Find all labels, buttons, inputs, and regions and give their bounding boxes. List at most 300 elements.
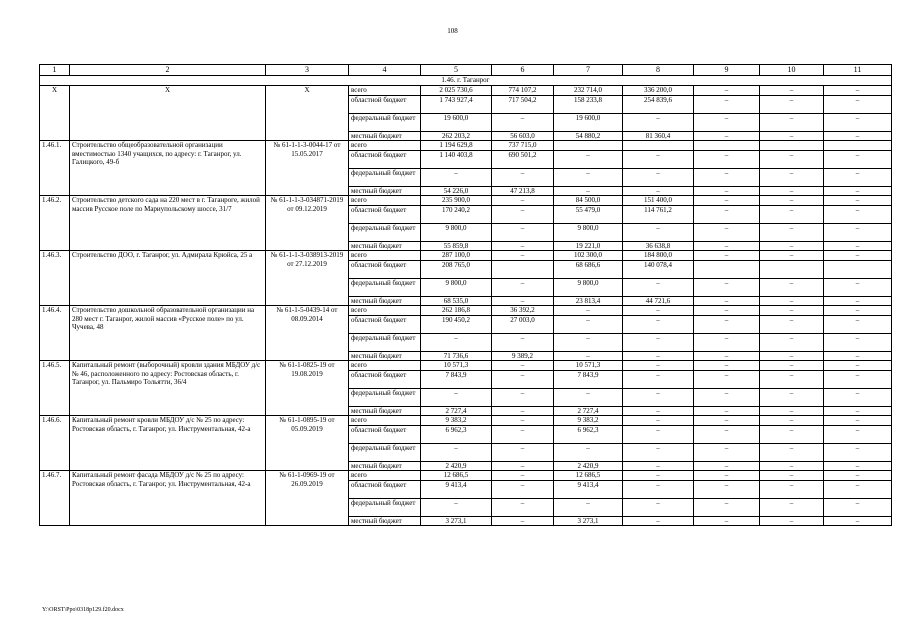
amount-cell: –	[554, 168, 623, 186]
table-row	[40, 361, 892, 371]
amount-cell: –	[760, 480, 824, 498]
amount-cell: –	[492, 388, 554, 406]
total-marker-cell: Х	[266, 86, 349, 141]
amount-cell: –	[824, 471, 892, 481]
amount-cell: –	[694, 241, 760, 251]
object-code: 1.46.3.	[40, 251, 70, 306]
amount-cell: –	[760, 406, 824, 416]
amount-cell: 1 194 629,8	[421, 141, 492, 151]
amount-cell: –	[492, 443, 554, 461]
expertise-document: № 61-1-0895-19 от 05.09.2019	[266, 416, 349, 471]
amount-cell: –	[760, 150, 824, 168]
amount-cell	[760, 260, 824, 278]
expertise-document: № 61-1-0825-19 от 19.08.2019	[266, 361, 349, 416]
footer-file-path: Y:\ORST\Ppo\0318p129.f20.docx	[42, 607, 124, 613]
amount-cell	[492, 260, 554, 278]
funding-source-label: местный бюджет	[349, 186, 421, 196]
table-row	[40, 471, 892, 481]
funding-source-label: местный бюджет	[349, 406, 421, 416]
funding-source-label: местный бюджет	[349, 131, 421, 141]
amount-cell: 2 025 730,6	[421, 86, 492, 96]
object-code: 1.46.1.	[40, 141, 70, 196]
amount-cell: –	[492, 498, 554, 516]
expertise-document: № 61-1-5-0439-14 от 08.09.2014	[266, 306, 349, 361]
object-name: Строительство дошкольной образовательной организации на 280 мест г. Таганрог, жилой массив «Русское поле» по ул. Чучева, 48	[70, 306, 266, 361]
amount-cell: –	[694, 251, 760, 261]
amount-cell: –	[694, 113, 760, 131]
amount-cell: –	[623, 306, 694, 316]
column-number-cell: 10	[760, 65, 824, 76]
amount-cell: 19 600,0	[554, 113, 623, 131]
amount-cell	[554, 141, 623, 151]
amount-cell: –	[694, 516, 760, 526]
amount-cell: –	[694, 498, 760, 516]
amount-cell: 9 383,2	[421, 416, 492, 426]
amount-cell: –	[824, 113, 892, 131]
table-row	[40, 251, 892, 261]
amount-cell: 12 686,5	[421, 471, 492, 481]
amount-cell: –	[824, 425, 892, 443]
amount-cell: 7 843,9	[554, 370, 623, 388]
funding-source-label: федеральный бюджет	[349, 168, 421, 186]
amount-cell: –	[554, 333, 623, 351]
funding-source-label: федеральный бюджет	[349, 388, 421, 406]
amount-cell: –	[760, 388, 824, 406]
amount-cell: –	[824, 461, 892, 471]
amount-cell: –	[492, 461, 554, 471]
amount-cell: –	[760, 315, 824, 333]
amount-cell: –	[694, 461, 760, 471]
amount-cell: –	[623, 186, 694, 196]
amount-cell: –	[421, 168, 492, 186]
amount-cell: –	[492, 278, 554, 296]
amount-cell: –	[760, 113, 824, 131]
object-name: Строительство ДОО, г. Таганрог, ул. Адмирала Крюйса, 25 а	[70, 251, 266, 306]
amount-cell: 9 800,0	[421, 223, 492, 241]
amount-cell: 27 003,0	[492, 315, 554, 333]
amount-cell: –	[694, 361, 760, 371]
amount-cell: –	[492, 361, 554, 371]
amount-cell: 68 535,0	[421, 296, 492, 306]
funding-source-label: федеральный бюджет	[349, 333, 421, 351]
column-number-row	[40, 65, 892, 76]
amount-cell: –	[492, 406, 554, 416]
funding-source-label: всего	[349, 361, 421, 371]
amount-cell: 151 400,0	[623, 196, 694, 206]
amount-cell: 287 100,0	[421, 251, 492, 261]
amount-cell: –	[760, 196, 824, 206]
funding-source-label: местный бюджет	[349, 296, 421, 306]
amount-cell: 68 686,6	[554, 260, 623, 278]
amount-cell: –	[694, 278, 760, 296]
amount-cell: 7 843,9	[421, 370, 492, 388]
amount-cell: 36 638,8	[623, 241, 694, 251]
funding-source-label: областной бюджет	[349, 315, 421, 333]
amount-cell: –	[824, 131, 892, 141]
table-row	[40, 86, 892, 96]
amount-cell: 717 504,2	[492, 95, 554, 113]
amount-cell: 36 392,2	[492, 306, 554, 316]
amount-cell: –	[554, 388, 623, 406]
funding-source-label: федеральный бюджет	[349, 278, 421, 296]
funding-source-label: всего	[349, 251, 421, 261]
amount-cell: –	[760, 251, 824, 261]
amount-cell: 262 186,8	[421, 306, 492, 316]
amount-cell: –	[824, 351, 892, 361]
funding-source-label: местный бюджет	[349, 461, 421, 471]
amount-cell: 47 213,8	[492, 186, 554, 196]
page-number: 108	[447, 27, 458, 35]
amount-cell: –	[760, 333, 824, 351]
amount-cell: –	[760, 205, 824, 223]
amount-cell: 1 140 403,8	[421, 150, 492, 168]
amount-cell: –	[824, 416, 892, 426]
amount-cell: –	[421, 443, 492, 461]
amount-cell: –	[824, 205, 892, 223]
amount-cell: –	[623, 370, 694, 388]
amount-cell: 23 813,4	[554, 296, 623, 306]
amount-cell: –	[760, 186, 824, 196]
amount-cell: 170 240,2	[421, 205, 492, 223]
section-title-row	[40, 76, 892, 86]
expertise-document: № 61-1-0969-19 от 26.09.2019	[266, 471, 349, 526]
amount-cell: 254 839,6	[623, 95, 694, 113]
amount-cell: 158 233,8	[554, 95, 623, 113]
amount-cell: –	[824, 480, 892, 498]
amount-cell: –	[694, 150, 760, 168]
funding-source-label: всего	[349, 86, 421, 96]
amount-cell: –	[824, 388, 892, 406]
amount-cell: –	[760, 306, 824, 316]
amount-cell: –	[492, 516, 554, 526]
amount-cell: –	[824, 370, 892, 388]
amount-cell: 19 600,0	[421, 113, 492, 131]
amount-cell: –	[623, 416, 694, 426]
amount-cell: 208 765,0	[421, 260, 492, 278]
amount-cell: –	[824, 251, 892, 261]
amount-cell: –	[492, 196, 554, 206]
object-name: Капитальный ремонт (выборочный) кровли здания МБДОУ д/с № 46, расположенного по адресу: Ростовская область, г. Таганрог, ул. Пальмиро Тольятти, 36/4	[70, 361, 266, 416]
amount-cell: –	[623, 498, 694, 516]
amount-cell: –	[492, 251, 554, 261]
total-marker-cell: Х	[40, 86, 70, 141]
amount-cell: 140 078,4	[623, 260, 694, 278]
amount-cell	[824, 141, 892, 151]
amount-cell: 190 450,2	[421, 315, 492, 333]
amount-cell: –	[554, 186, 623, 196]
amount-cell: –	[760, 416, 824, 426]
amount-cell: –	[623, 361, 694, 371]
table-row	[40, 141, 892, 151]
amount-cell: –	[554, 443, 623, 461]
amount-cell: –	[694, 223, 760, 241]
amount-cell: –	[623, 333, 694, 351]
amount-cell: 3 273,1	[421, 516, 492, 526]
amount-cell: –	[623, 113, 694, 131]
amount-cell	[824, 260, 892, 278]
amount-cell: –	[760, 425, 824, 443]
amount-cell: 9 800,0	[554, 223, 623, 241]
funding-source-label: федеральный бюджет	[349, 443, 421, 461]
expertise-document: № 61-1-1-3-0044-17 от 15.05.2017	[266, 141, 349, 196]
object-name: Капитальный ремонт кровли МБДОУ д/с № 25 по адресу: Ростовская область, г. Таганрог, ул. Инструментальная, 42-а	[70, 416, 266, 471]
funding-source-label: всего	[349, 416, 421, 426]
funding-source-label: областной бюджет	[349, 205, 421, 223]
amount-cell: –	[824, 315, 892, 333]
amount-cell: –	[492, 370, 554, 388]
column-number-cell: 1	[40, 65, 70, 76]
amount-cell: 6 962,3	[554, 425, 623, 443]
funding-source-label: всего	[349, 196, 421, 206]
amount-cell: –	[623, 471, 694, 481]
amount-cell: –	[760, 278, 824, 296]
amount-cell: –	[694, 443, 760, 461]
column-number-cell: 3	[266, 65, 349, 76]
object-code: 1.46.7.	[40, 471, 70, 526]
funding-source-label: областной бюджет	[349, 370, 421, 388]
object-name: Капитальный ремонт фасада МБДОУ д/с № 25 по адресу: Ростовская область, г. Таганрог, ул. Инструментальная, 42-а	[70, 471, 266, 526]
amount-cell: –	[694, 315, 760, 333]
amount-cell: –	[623, 480, 694, 498]
funding-source-label: областной бюджет	[349, 150, 421, 168]
amount-cell: –	[694, 296, 760, 306]
amount-cell: –	[824, 196, 892, 206]
amount-cell: –	[492, 471, 554, 481]
amount-cell: –	[623, 351, 694, 361]
amount-cell: –	[623, 516, 694, 526]
funding-source-label: федеральный бюджет	[349, 113, 421, 131]
amount-cell: –	[824, 150, 892, 168]
amount-cell: –	[554, 306, 623, 316]
amount-cell: –	[694, 351, 760, 361]
amount-cell: –	[623, 150, 694, 168]
amount-cell: –	[623, 278, 694, 296]
amount-cell: –	[824, 443, 892, 461]
amount-cell: –	[492, 113, 554, 131]
object-code: 1.46.6.	[40, 416, 70, 471]
table-row	[40, 306, 892, 316]
amount-cell: –	[694, 370, 760, 388]
amount-cell: –	[694, 306, 760, 316]
amount-cell: –	[760, 351, 824, 361]
column-number-cell: 2	[70, 65, 266, 76]
amount-cell: –	[554, 351, 623, 361]
amount-cell: –	[623, 406, 694, 416]
column-number-cell: 9	[694, 65, 760, 76]
amount-cell: 10 571,3	[554, 361, 623, 371]
amount-cell: –	[492, 168, 554, 186]
amount-cell: –	[492, 296, 554, 306]
object-code: 1.46.4.	[40, 306, 70, 361]
amount-cell: –	[492, 425, 554, 443]
amount-cell: –	[824, 296, 892, 306]
funding-source-label: местный бюджет	[349, 241, 421, 251]
amount-cell: –	[694, 480, 760, 498]
amount-cell: –	[824, 223, 892, 241]
amount-cell: 184 800,0	[623, 251, 694, 261]
amount-cell: 55 479,0	[554, 205, 623, 223]
amount-cell: –	[554, 150, 623, 168]
amount-cell: 1 743 927,4	[421, 95, 492, 113]
column-number-cell: 7	[554, 65, 623, 76]
amount-cell: –	[694, 95, 760, 113]
amount-cell: 114 761,2	[623, 205, 694, 223]
amount-cell: 9 413,4	[554, 480, 623, 498]
amount-cell: –	[824, 168, 892, 186]
amount-cell: –	[623, 461, 694, 471]
funding-source-label: федеральный бюджет	[349, 498, 421, 516]
amount-cell: 690 501,2	[492, 150, 554, 168]
amount-cell: –	[694, 196, 760, 206]
amount-cell: –	[623, 443, 694, 461]
amount-cell: –	[623, 315, 694, 333]
amount-cell: –	[760, 168, 824, 186]
table-row	[40, 196, 892, 206]
expertise-document: № 61-1-1-3-034871-2019 от 09.12.2019	[266, 196, 349, 251]
amount-cell: –	[492, 333, 554, 351]
amount-cell: –	[824, 95, 892, 113]
amount-cell: 3 273,1	[554, 516, 623, 526]
amount-cell: 9 413,4	[421, 480, 492, 498]
amount-cell: 9 383,2	[554, 416, 623, 426]
amount-cell: –	[760, 498, 824, 516]
amount-cell: –	[554, 315, 623, 333]
expertise-document: № 61-1-1-3-038913-2019 от 27.12.2019	[266, 251, 349, 306]
funding-table-container	[39, 64, 861, 526]
amount-cell: –	[824, 306, 892, 316]
amount-cell: –	[492, 205, 554, 223]
amount-cell: –	[694, 186, 760, 196]
amount-cell: –	[694, 131, 760, 141]
amount-cell: –	[694, 425, 760, 443]
amount-cell: 737 715,0	[492, 141, 554, 151]
amount-cell: –	[623, 388, 694, 406]
total-marker-cell: Х	[70, 86, 266, 141]
amount-cell: –	[824, 361, 892, 371]
column-number-cell: 6	[492, 65, 554, 76]
funding-source-label: областной бюджет	[349, 425, 421, 443]
amount-cell: –	[492, 241, 554, 251]
amount-cell: –	[421, 388, 492, 406]
amount-cell: –	[760, 86, 824, 96]
funding-source-label: областной бюджет	[349, 95, 421, 113]
amount-cell: –	[694, 168, 760, 186]
amount-cell: 9 389,2	[492, 351, 554, 361]
amount-cell: –	[554, 498, 623, 516]
amount-cell: 232 714,0	[554, 86, 623, 96]
amount-cell	[760, 141, 824, 151]
amount-cell: –	[760, 370, 824, 388]
table-row	[40, 416, 892, 426]
amount-cell: 55 859,8	[421, 241, 492, 251]
amount-cell: 336 200,0	[623, 86, 694, 96]
object-code: 1.46.5.	[40, 361, 70, 416]
column-number-cell: 4	[349, 65, 421, 76]
column-number-header	[40, 65, 892, 76]
amount-cell: –	[824, 406, 892, 416]
amount-cell: –	[492, 223, 554, 241]
amount-cell: 84 500,0	[554, 196, 623, 206]
amount-cell: 262 203,2	[421, 131, 492, 141]
funding-source-label: федеральный бюджет	[349, 223, 421, 241]
amount-cell: –	[824, 241, 892, 251]
amount-cell: –	[623, 425, 694, 443]
amount-cell: 102 300,0	[554, 251, 623, 261]
amount-cell: 10 571,3	[421, 361, 492, 371]
amount-cell	[694, 260, 760, 278]
amount-cell: 2 420,9	[554, 461, 623, 471]
amount-cell: –	[760, 241, 824, 251]
amount-cell: 56 603,0	[492, 131, 554, 141]
amount-cell: –	[760, 361, 824, 371]
amount-cell: –	[760, 296, 824, 306]
amount-cell: 19 221,0	[554, 241, 623, 251]
funding-source-label: местный бюджет	[349, 516, 421, 526]
amount-cell: –	[760, 443, 824, 461]
amount-cell: –	[824, 498, 892, 516]
amount-cell: –	[694, 406, 760, 416]
funding-source-label: всего	[349, 471, 421, 481]
amount-cell: –	[694, 86, 760, 96]
amount-cell: –	[824, 333, 892, 351]
column-number-cell: 5	[421, 65, 492, 76]
amount-cell: –	[760, 131, 824, 141]
amount-cell: –	[760, 461, 824, 471]
amount-cell: –	[421, 333, 492, 351]
amount-cell: –	[760, 95, 824, 113]
amount-cell: 774 107,2	[492, 86, 554, 96]
object-code: 1.46.2.	[40, 196, 70, 251]
amount-cell: 6 962,3	[421, 425, 492, 443]
amount-cell: 12 686,5	[554, 471, 623, 481]
amount-cell: 71 736,6	[421, 351, 492, 361]
amount-cell: 9 800,0	[421, 278, 492, 296]
section-title: 1.46. г. Таганрог	[40, 76, 892, 86]
amount-cell: 235 900,0	[421, 196, 492, 206]
object-name: Строительство общеобразовательной организации вместимостью 1340 учащихся, по адресу: г. Таганрог, ул. Галицкого, 49-б	[70, 141, 266, 196]
funding-source-label: областной бюджет	[349, 480, 421, 498]
funding-source-label: всего	[349, 306, 421, 316]
amount-cell: –	[694, 416, 760, 426]
funding-source-label: всего	[349, 141, 421, 151]
amount-cell: –	[824, 278, 892, 296]
amount-cell: –	[824, 86, 892, 96]
amount-cell: –	[492, 480, 554, 498]
amount-cell: –	[421, 498, 492, 516]
amount-cell: 2 727,4	[554, 406, 623, 416]
amount-cell: 9 800,0	[554, 278, 623, 296]
amount-cell: –	[824, 186, 892, 196]
amount-cell: –	[760, 471, 824, 481]
funding-source-label: областной бюджет	[349, 260, 421, 278]
amount-cell: 54 880,2	[554, 131, 623, 141]
amount-cell: –	[824, 516, 892, 526]
amount-cell: –	[760, 516, 824, 526]
amount-cell	[694, 141, 760, 151]
amount-cell: –	[760, 223, 824, 241]
amount-cell: 2 420,9	[421, 461, 492, 471]
amount-cell: 44 721,6	[623, 296, 694, 306]
amount-cell: 2 727,4	[421, 406, 492, 416]
amount-cell: –	[694, 333, 760, 351]
amount-cell: –	[694, 471, 760, 481]
amount-cell: 81 360,4	[623, 131, 694, 141]
amount-cell: –	[694, 388, 760, 406]
funding-source-label: местный бюджет	[349, 351, 421, 361]
amount-cell: –	[623, 223, 694, 241]
amount-cell: –	[623, 168, 694, 186]
amount-cell: –	[694, 205, 760, 223]
